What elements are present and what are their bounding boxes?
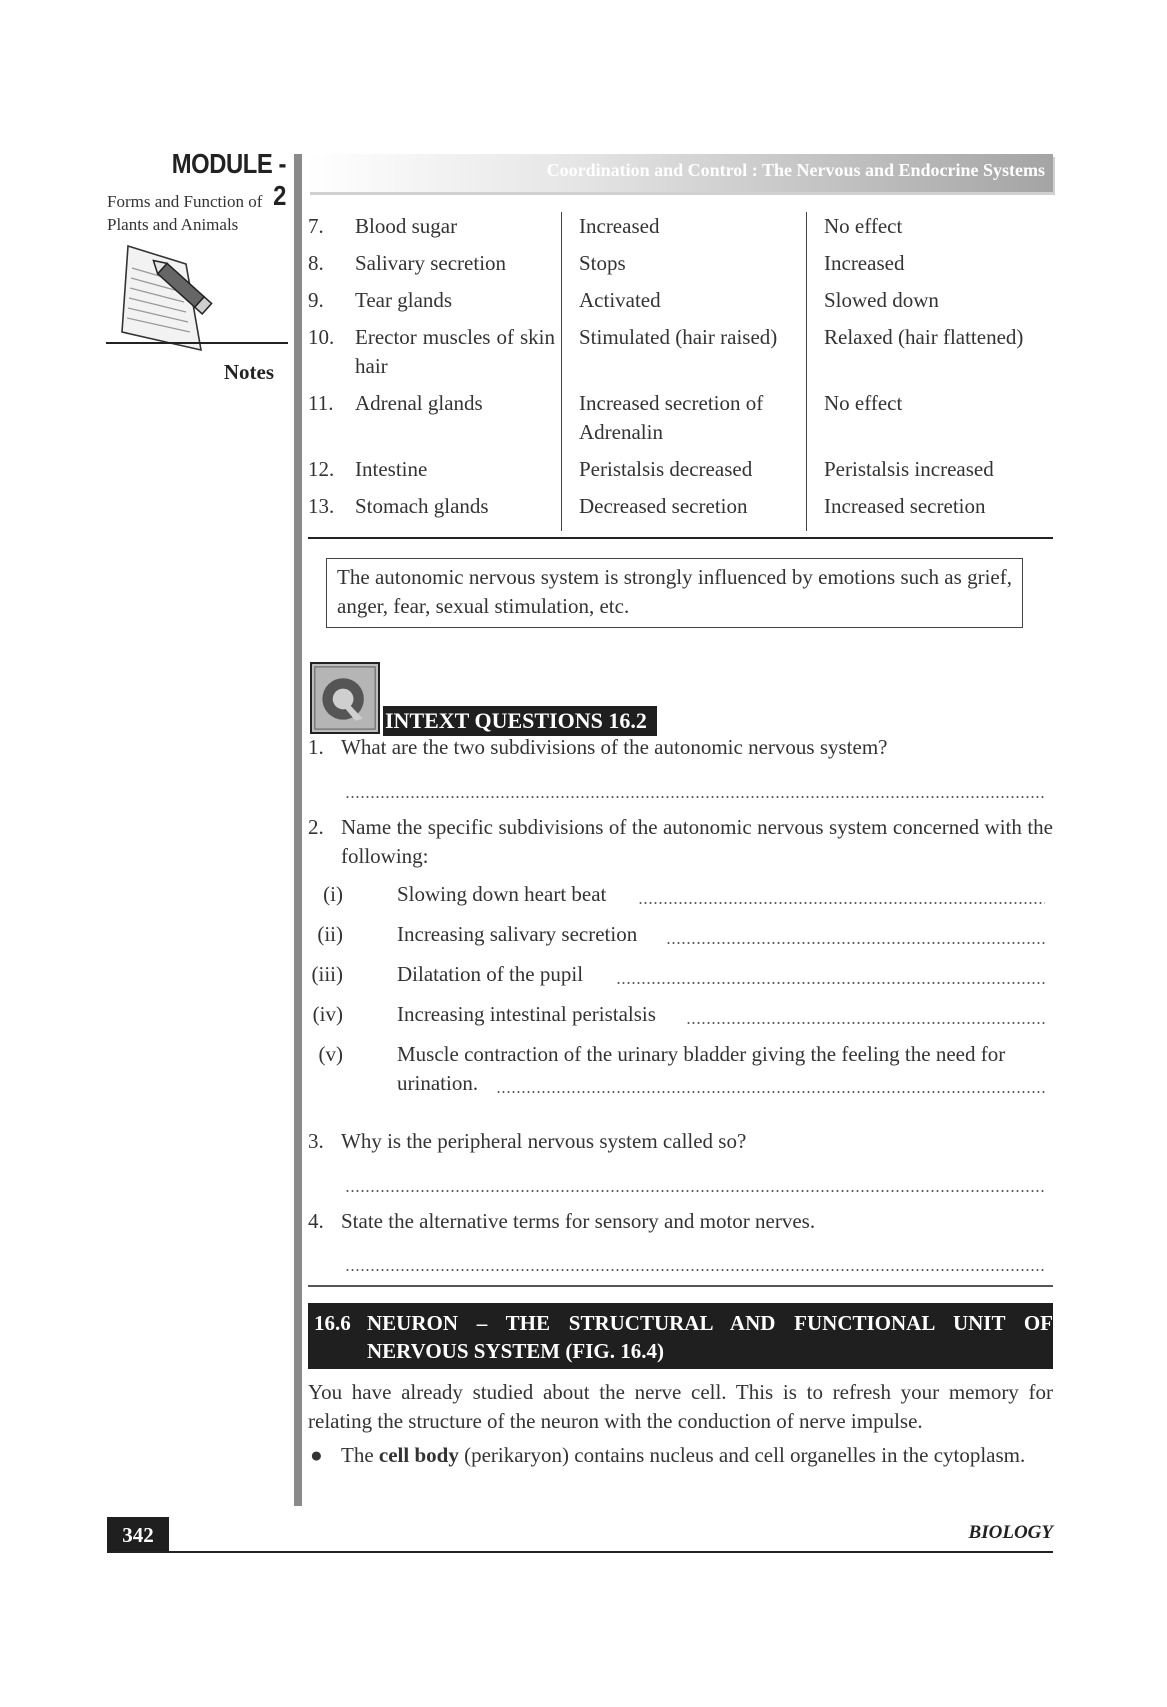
sub-question-number: (ii) [317,922,343,946]
organ-cell: Stomach glands [355,494,489,518]
row-number: 11. [308,391,334,415]
parasympathetic-effect-cell: No effect [807,212,1054,249]
sub-question-text: Increasing salivary secretion [397,922,638,946]
table-bottom-rule [308,537,1053,539]
sub-question-text: Increasing intestinal peristalsis [397,1002,656,1026]
sympathetic-effect-cell: Stimulated (hair raised) [562,323,807,389]
note-box: The autonomic nervous system is strongly influenced by emotions such as grief, anger, fear, sexual stimulation, etc. [326,558,1023,628]
chapter-title: Coordination and Control : The Nervous and Endocrine Systems [546,160,1045,180]
row-number: 7. [308,214,324,238]
table-row [308,286,1053,323]
row-number: 12. [308,457,335,481]
question-4 [308,1207,1053,1236]
row-number: 13. [308,494,335,518]
parasympathetic-effect-cell: Slowed down [807,286,1054,323]
intext-heading: INTEXT QUESTIONS 16.2 [383,706,657,736]
answer-line[interactable] [345,796,1045,798]
table-row [308,212,1053,249]
module-subtitle-line1: Forms and Function of [107,192,263,211]
question-icon [310,662,380,734]
notes-label: Notes [223,360,274,384]
sub-question-number: (i) [323,882,343,906]
organ-cell: Blood sugar [355,214,458,238]
answer-line[interactable] [638,902,1045,904]
module-subtitle-line2: Plants and Animals [107,215,239,234]
question-text: What are the two subdivisions of the autonomic nervous system? [341,735,888,759]
bullet-text [341,1441,1053,1470]
section-heading [308,1303,1053,1369]
table-row [308,492,1053,531]
chapter-header [308,154,1053,192]
section-number: 16.6 [314,1311,351,1335]
question-1 [308,733,1053,762]
sub-question-text: Slowing down heart beat [397,882,607,906]
bullet-pre: The [341,1443,374,1467]
bullet-post: (perikaryon) contains nucleus and cell organelles in the cytoplasm. [464,1443,1026,1467]
section-title-line2: NERVOUS SYSTEM (FIG. 16.4) [367,1339,664,1363]
question-text: State the alternative terms for sensory and motor nerves. [341,1209,816,1233]
sub-question-number: (iv) [312,1002,343,1026]
question-number: 3. [308,1129,324,1153]
table-row [308,455,1053,492]
parasympathetic-effect-cell: Peristalsis increased [807,455,1054,492]
answer-line[interactable] [345,1269,1045,1271]
answer-line[interactable] [666,942,1045,944]
footer-rule [107,1551,1053,1553]
question-number: 1. [308,735,324,759]
answer-line[interactable] [496,1091,1045,1093]
row-number: 9. [308,288,324,312]
sympathetic-effect-cell: Increased [562,212,807,249]
row-number: 10. [308,325,335,349]
question-text: Name the specific subdivisions of the autonomic nervous system concerned with the following: [341,815,1053,868]
parasympathetic-effect-cell: Increased secretion [807,492,1054,531]
sympathetic-effect-cell: Peristalsis decreased [562,455,807,492]
answer-line[interactable] [345,1190,1045,1192]
organ-cell: Adrenal glands [355,391,483,415]
table-row [308,323,1053,389]
module-subtitle [107,190,262,236]
organ-cell: Salivary secretion [355,251,507,275]
question-3 [308,1127,1053,1156]
table-row [308,389,1053,455]
page-number: 342 [107,1517,169,1553]
book-title: BIOLOGY [968,1522,1053,1543]
organ-cell: Intestine [355,457,428,481]
parasympathetic-effect-cell: No effect [807,389,1054,455]
parasympathetic-effect-cell: Increased [807,249,1054,286]
section-separator [308,1285,1053,1287]
module-title: MODULE - 2 [171,148,286,211]
answer-line[interactable] [616,982,1045,984]
margin-divider [294,154,302,1506]
section-paragraph: You have already studied about the nerve cell. This is to refresh your memory for relating the structure of the neuron with the conduction of nerve impulse. [308,1380,1053,1433]
sympathetic-effect-cell: Increased secretion of Adrenalin [562,389,807,455]
organ-cell: Erector muscles of skin hair [355,325,555,378]
question-number: 2. [308,815,324,839]
sub-question-text: Muscle contraction of the urinary bladder giving the feeling the need for [397,1042,1006,1066]
row-number: 8. [308,251,324,275]
effects-table [308,212,1053,531]
sub-question-number: (v) [318,1042,343,1066]
sympathetic-effect-cell: Activated [562,286,807,323]
bullet-bold-term: cell body [378,1443,459,1467]
section-title-line1: NEURON – THE STRUCTURAL AND FUNCTIONAL UNIT OF [367,1311,1053,1335]
sub-question-text: Dilatation of the pupil [397,962,584,986]
answer-line[interactable] [686,1022,1045,1024]
parasympathetic-effect-cell: Relaxed (hair flattened) [807,323,1054,389]
organ-cell: Tear glands [355,288,453,312]
sympathetic-effect-cell: Decreased secretion [562,492,807,531]
sympathetic-effect-cell: Stops [562,249,807,286]
bullet-icon: ● [310,1443,323,1467]
notes-pencil-icon [106,244,288,374]
sub-question-text: urination. [397,1071,479,1095]
table-row [308,249,1053,286]
question-text: Why is the peripheral nervous system called so? [341,1129,747,1153]
question-number: 4. [308,1209,324,1233]
sub-question-number: (iii) [311,962,343,986]
question-2 [308,813,1053,871]
bullet-item [308,1441,1053,1470]
